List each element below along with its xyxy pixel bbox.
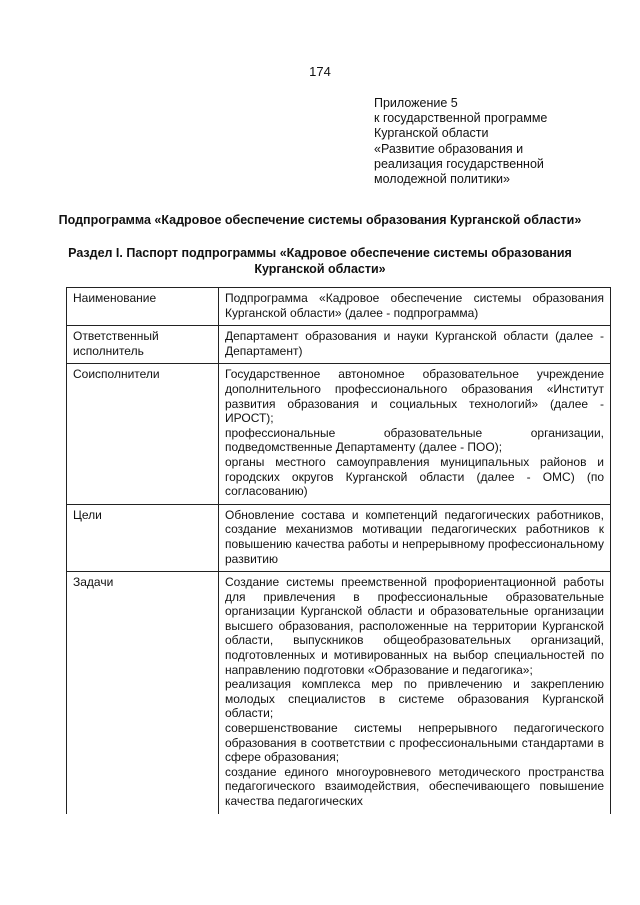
section-title-line: Раздел I. Паспорт подпрограммы «Кадровое обеспечение системы образования (68, 246, 572, 260)
row-label: Ответственный исполнитель (67, 326, 219, 364)
content-paragraph: совершенствование системы непрерывного педагогического образования в соответствии с профессиональными стандартами в сфере образования; (225, 721, 604, 765)
row-content (219, 326, 611, 364)
content-paragraph: реализация комплекса мер по привлечению и закреплению молодых специалистов в системе образования Курганской области; (225, 677, 604, 721)
content-paragraph: создание единого многоуровневого методического пространства педагогического взаимодействия, обеспечивающего повышение качества педагогических (225, 764, 604, 808)
appendix-line: реализация государственной (374, 156, 544, 171)
content-paragraph: органы местного самоуправления муниципальных районов и городских округов Курганской области (далее - ОМС) (по согласованию) (225, 454, 604, 499)
appendix-line: Курганской области (374, 126, 489, 141)
appendix-line: к государственной программе (374, 111, 548, 126)
appendix-note (374, 96, 547, 187)
row-content (219, 288, 611, 326)
subprogram-title: Подпрограмма «Кадровое обеспечение системы образования Курганской области» (58, 213, 582, 227)
row-label: Задачи (67, 572, 219, 814)
table-row (67, 572, 611, 814)
content-paragraph: Подпрограмма «Кадровое обеспечение системы образования Курганской области» (далее - подпрограмма) (225, 291, 604, 320)
row-content (219, 572, 611, 814)
content-paragraph: Департамент образования и науки Курганской области (далее - Департамент) (225, 329, 604, 358)
content-paragraph: Государственное автономное образовательное учреждение дополнительного профессионального образования «Институт развития образования и социальных технологий» (далее - ИРОСТ); (225, 367, 604, 426)
section-title-line: Курганской области» (254, 262, 386, 276)
appendix-line: Приложение 5 (374, 96, 458, 110)
content-paragraph: профессиональные образовательные организации, подведомственные Департаменту (далее - ПОО); (225, 425, 604, 455)
page-number: 174 (309, 64, 331, 79)
section-title (0, 245, 640, 277)
row-label: Цели (67, 504, 219, 571)
appendix-line: молодежной политики» (374, 172, 510, 187)
content-paragraph: Создание системы преемственной профориентационной работы для привлечения в профессиональные образовательные организации Курганской области и образовательные организации высшего образования, расположенные на территории Курганской области, выпускников общеобразовательных организаций, подготовленных и мотивированных на выбор специальностей по направлению подготовки «Образование и педагогика»; (225, 575, 604, 677)
table-row (67, 364, 611, 504)
passport-table (66, 287, 611, 814)
row-content (219, 364, 611, 504)
row-label: Соисполнители (67, 364, 219, 504)
appendix-line: «Развитие образования и (374, 141, 524, 156)
table-row (67, 326, 611, 364)
content-paragraph: Обновление состава и компетенций педагогических работников, создание механизмов мотивации педагогических работников к повышению качества работы и непрерывному профессиональному развитию (225, 507, 604, 566)
row-content (219, 504, 611, 571)
table-row (67, 288, 611, 326)
row-label: Наименование (67, 288, 219, 326)
table-row (67, 504, 611, 571)
